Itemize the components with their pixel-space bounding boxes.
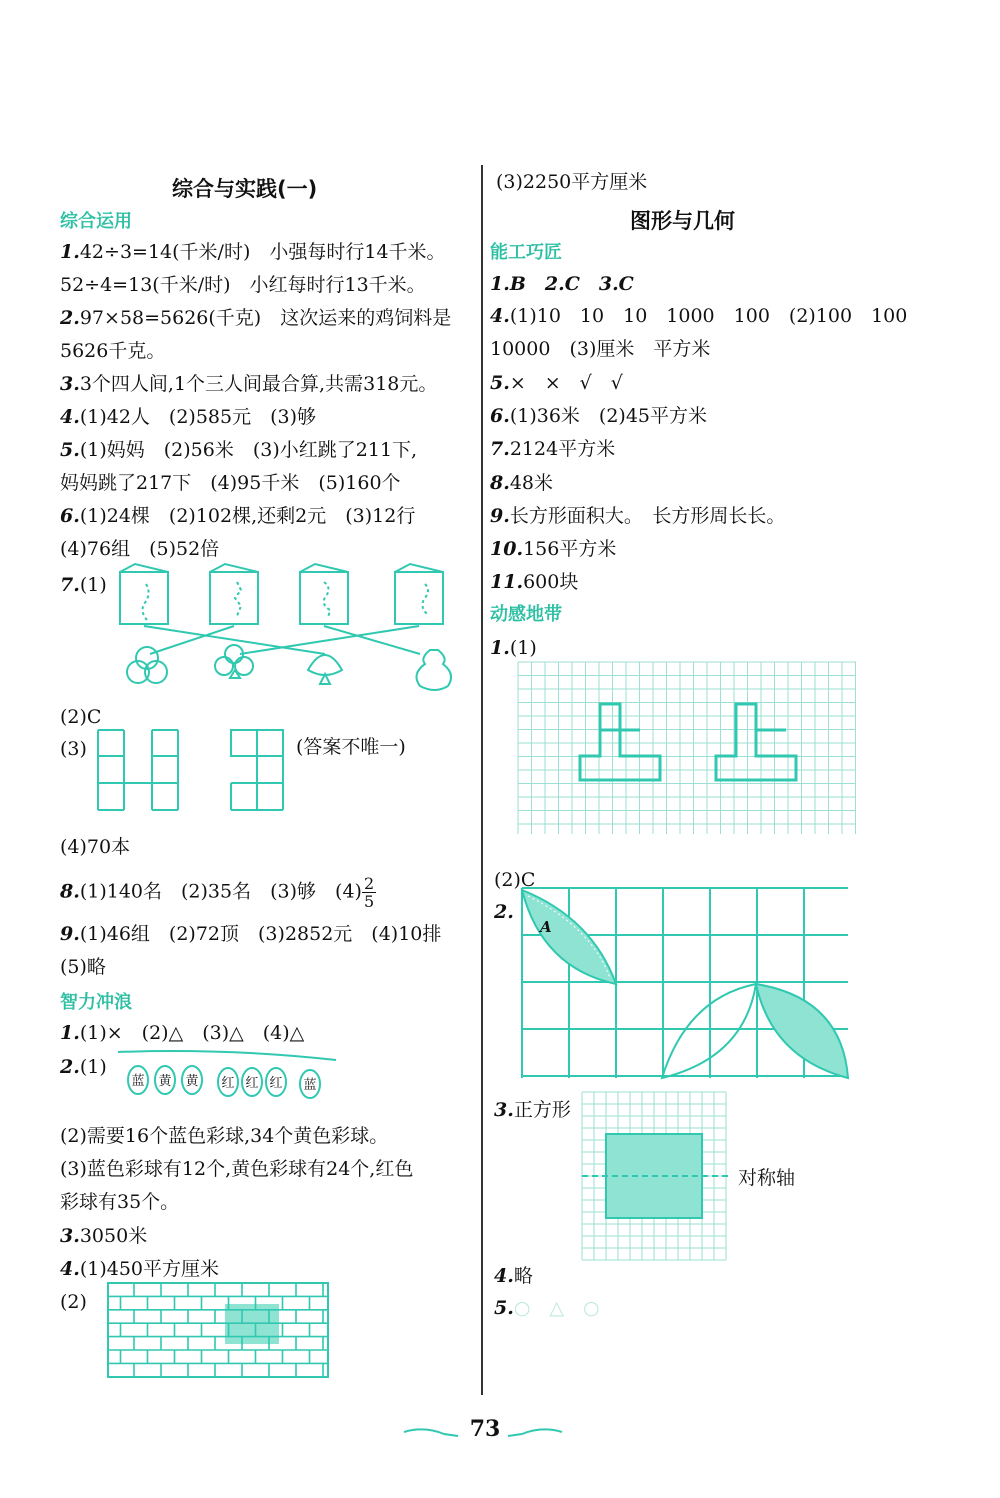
answer-line: 9.(1)46组 (2)72顶 (3)2852元 (4)10排 — [60, 923, 442, 945]
answer-line: 2. — [494, 901, 514, 923]
right-title: 图形与几何 — [630, 209, 735, 233]
answer-line: 2.97×58=5626(千克) 这次运来的鸡饲料是 — [60, 307, 452, 329]
answer-line: 5.× × √ √ — [490, 372, 623, 394]
balloon-label: 蓝 — [131, 1074, 145, 1089]
answer-line: (2)需要16个蓝色彩球,34个黄色彩球。 — [60, 1125, 389, 1147]
answer-line: 4.(1)10 10 10 1000 100 (2)100 100 — [490, 305, 908, 327]
cube-net-figure — [96, 728, 286, 812]
answer-line: 3.正方形 — [494, 1099, 571, 1121]
answer-line: 11.600块 — [490, 571, 579, 593]
answer-line: 1.(1) — [490, 637, 537, 659]
axis-label: 对称轴 — [738, 1167, 796, 1189]
answer-line: 6.(1)24棵 (2)102棵,还剩2元 (3)12行 — [60, 505, 416, 527]
answer-line: 1.(1)× (2)△ (3)△ (4)△ — [60, 1022, 305, 1044]
answer-line: 4.(1)42人 (2)585元 (3)够 — [60, 406, 317, 428]
footer-ornament-right — [508, 1424, 563, 1440]
answer-line: 7.2124平方米 — [490, 438, 616, 460]
grid-translation-figure — [518, 662, 858, 836]
footer-ornament-left — [404, 1424, 459, 1440]
answer-line: 5.(1)妈妈 (2)56米 (3)小红跳了211下, — [60, 439, 418, 461]
answer-line: (2) — [60, 1291, 87, 1313]
answer-line: 妈妈跳了217下 (4)95千米 (5)160个 — [60, 472, 401, 494]
balloon-label: 黄 — [185, 1074, 199, 1089]
answer-line: 3.3050米 — [60, 1225, 148, 1247]
page-number: 73 — [469, 1416, 501, 1442]
answer-line: (5)略 — [60, 956, 106, 978]
folded-paper-figure — [110, 560, 450, 695]
answer-line: 4.(1)450平方厘米 — [60, 1258, 220, 1280]
answer-line: 彩球有35个。 — [60, 1191, 180, 1213]
answer-line: 2.(1) — [60, 1056, 107, 1078]
section-heading-1: 综合运用 — [60, 211, 132, 232]
answer-line: 10000 (3)厘米 平方米 — [490, 338, 711, 360]
fraction: $\frac{2}{5}$ — [363, 874, 375, 911]
answer-line: 5626千克。 — [60, 340, 166, 362]
answer-line: 5.○ △ ○ — [494, 1297, 600, 1319]
answer-line: (2)C — [60, 706, 102, 728]
balloon-label: 蓝 — [303, 1078, 317, 1093]
section-heading-3: 能工巧匠 — [490, 242, 562, 263]
answer-line: (3)蓝色彩球有12个,黄色彩球有24个,红色 — [60, 1158, 414, 1180]
answer-line: (4)70本 — [60, 836, 131, 858]
grid-leaf-figure — [522, 888, 850, 1080]
answer-line: 9.长方形面积大。 长方形周长长。 — [490, 505, 786, 527]
answer-line: (3) — [60, 738, 87, 760]
balloon-string-figure — [118, 1048, 338, 1098]
answer-line: 3.3个四人间,1个三人间最合算,共需318元。 — [60, 373, 438, 395]
section-heading-4: 动感地带 — [490, 604, 562, 625]
answer-line: (2)C — [494, 869, 536, 891]
note-text: (答案不唯一) — [296, 736, 406, 758]
balloon-label: 红 — [269, 1076, 283, 1091]
answer-line: (4)76组 (5)52倍 — [60, 538, 220, 560]
grid-square-figure — [582, 1092, 728, 1262]
answer-line: 10.156平方米 — [490, 538, 617, 560]
balloon-label: 红 — [245, 1076, 259, 1091]
left-title: 综合与实践(一) — [172, 177, 318, 201]
answer-line: 52÷4=13(千米/时) 小红每时行13千米。 — [60, 274, 426, 296]
answer-line: 1.B 2.C 3.C — [490, 273, 634, 295]
answer-line: 6.(1)36米 (2)45平方米 — [490, 405, 708, 427]
section-heading-2: 智力冲浪 — [60, 992, 132, 1013]
answer-line: 1.42÷3=14(千米/时) 小强每时行14千米。 — [60, 241, 446, 263]
brick-wall-figure — [107, 1282, 329, 1378]
answer-line: 7.(1) — [60, 574, 107, 596]
balloon-label: 红 — [221, 1076, 235, 1091]
balloon-label: 黄 — [158, 1074, 172, 1089]
answer-line: 8.48米 — [490, 472, 554, 494]
answer-line: (3)2250平方厘米 — [496, 171, 648, 193]
answer-line: 4.略 — [494, 1265, 533, 1287]
leaf-label-a: A — [540, 918, 552, 936]
column-divider — [481, 165, 483, 1395]
answer-line: 8.(1)140名 (2)35名 (3)够 (4) $\frac{2}{5}$ — [60, 874, 375, 911]
